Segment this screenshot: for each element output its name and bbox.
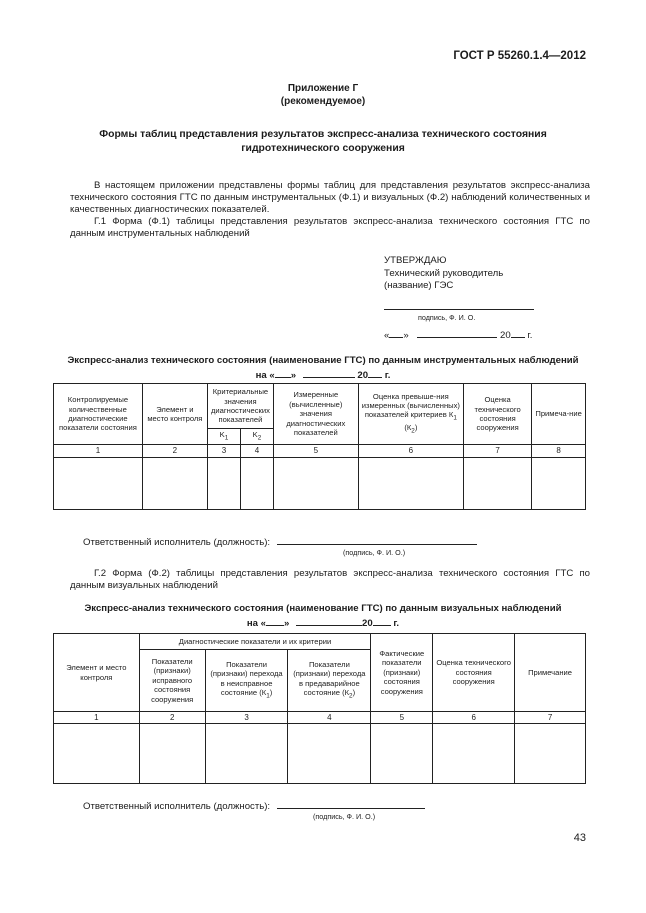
t2-header-group: Диагностические показатели и их критерии	[139, 634, 371, 650]
t1-numbering-row: 1 2 3 4 5 6 7 8	[54, 444, 586, 457]
t2-header-actual: Фактические показатели (признаки) состояния сооружения	[371, 634, 433, 712]
signature-line	[384, 309, 534, 310]
t1-header-note: Примеча-ние	[532, 384, 586, 445]
responsible-2-caption: (подпись, Ф. И. О.)	[313, 812, 376, 821]
t1-header-measured: Измеренные (вычисленные) значения диагностических показателей	[273, 384, 358, 445]
t2-header-preemergency: Показатели (признаки) перехода в предаварийное состояние $(К_2)$	[288, 650, 371, 712]
approve-label: УТВЕРЖДАЮ	[384, 255, 447, 266]
t1-header-exceedance: Оценка превыше-ния измеренных (вычисленных) показателей критериев $К_1$ $(К_2)$	[358, 384, 463, 445]
table1-title-date: на « » 20 г.	[255, 370, 391, 381]
t1-header-indicators: Контролируемые количественные диагностические показатели состояния	[54, 384, 143, 445]
t2-header-normal: Показатели (признаки) исправного состояния сооружения	[139, 650, 205, 712]
table2-title-date: на « » 20 г.	[246, 618, 400, 629]
t1-header-element: Элемент и место контроля	[142, 384, 207, 445]
page-number: 43	[573, 832, 586, 844]
t2-header-assessment: Оценка технического состояния сооружения	[433, 634, 515, 712]
form2-intro: Г.2 Форма (Ф.2) таблицы представления результатов экспресс-анализа технического состояния ГТС по данным визуальных наблюдений	[70, 568, 590, 591]
t1-empty-row	[54, 457, 586, 509]
instrumental-table	[53, 383, 586, 510]
t1-header-criteria: Критериальные значения диагностических показателей	[207, 384, 273, 429]
responsible-1: Ответственный исполнитель (должность):	[83, 535, 477, 548]
visual-table	[53, 633, 586, 784]
signature-caption: подпись, Ф. И. О.	[418, 313, 476, 322]
t1-header-k1: $K_1$	[207, 429, 240, 445]
appendix-subtitle: (рекомендуемое)	[280, 96, 366, 107]
t1-header-assessment: Оценка технического состояния сооружения	[464, 384, 532, 445]
t2-header-element: Элемент и место контроля	[54, 634, 140, 712]
t2-numbering-row: 1 2 3 4 5 6 7	[54, 712, 586, 724]
approval-date: « » 20 г.	[384, 330, 533, 341]
table1-title: Экспресс-анализ технического состояния (наименование ГТС) по данным инструментальных наблюдений	[67, 355, 579, 366]
responsible-1-caption: (подпись, Ф. И. О.)	[343, 548, 406, 557]
t1-header-k2: $K_2$	[240, 429, 273, 445]
appendix-title: Приложение Г	[287, 83, 359, 94]
approval-block	[384, 255, 503, 293]
document-code: ГОСТ Р 55260.1.4—2012	[453, 50, 586, 62]
t2-empty-row	[54, 724, 586, 784]
responsible-2: Ответственный исполнитель (должность):	[83, 799, 425, 812]
t2-header-faulty: Показатели (признаки) перехода в неисправное состояние $(К_1)$	[205, 650, 288, 712]
intro-paragraph-2: Г.1 Форма (Ф.1) таблицы представления результатов экспресс-анализа технического состояния ГТС по данным инструментальных наблюдений	[70, 216, 590, 239]
approver-org: (название) ГЭС	[384, 280, 454, 291]
main-title-line2: гидротехнического сооружения	[241, 143, 405, 154]
approver-role: Технический руководитель	[384, 267, 504, 279]
t2-header-note: Примечание	[515, 634, 586, 712]
main-title-line1: Формы таблиц представления результатов экспресс-анализа технического состояния	[99, 129, 547, 140]
intro-paragraph-1: В настоящем приложении представлены формы таблиц для представления результатов экспресс-анализа технического состояния ГТС по данным инструментальных (Ф.1) и визуальных (Ф.2) наблюдений количественных и качественных диагностических показателей.	[70, 180, 590, 215]
table2-title: Экспресс-анализ технического состояния (наименование ГТС) по данным визуальных наблюдений	[84, 603, 562, 614]
